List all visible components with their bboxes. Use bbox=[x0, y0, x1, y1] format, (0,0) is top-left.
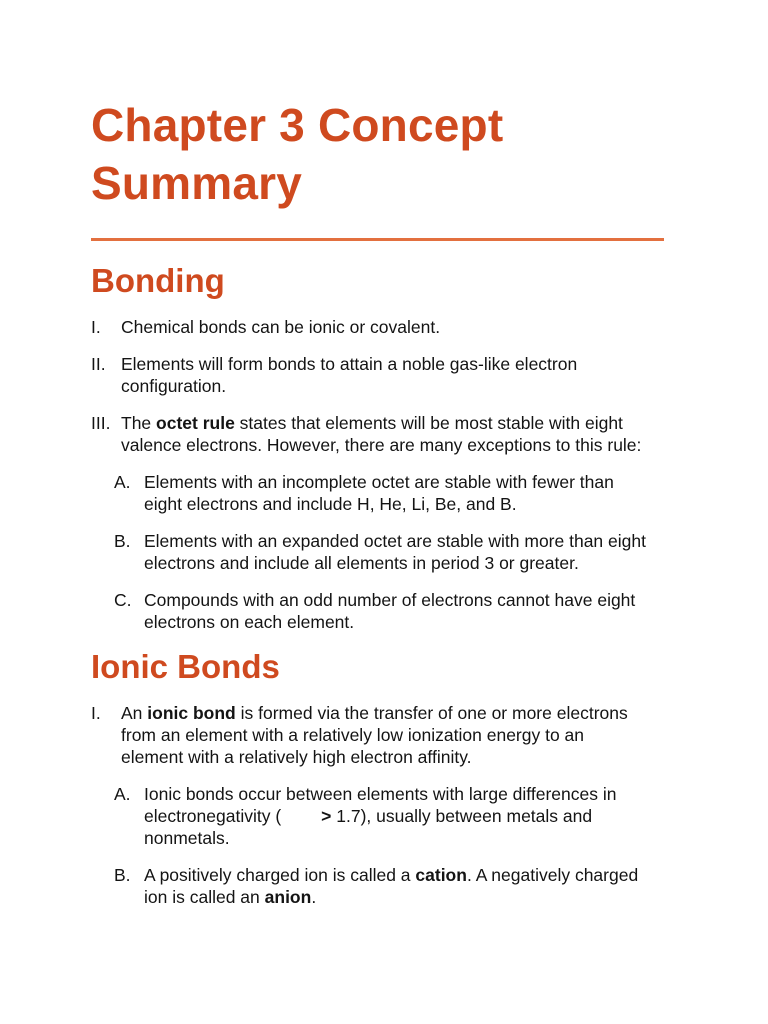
document-page bbox=[91, 96, 691, 908]
term-ionic-bond: ionic bond bbox=[147, 703, 236, 723]
subitem-letter: B. bbox=[114, 531, 131, 551]
item-number: I. bbox=[91, 317, 101, 337]
bonding-item-2 bbox=[91, 353, 691, 397]
item-text: Chemical bonds can be ionic or covalent. bbox=[121, 317, 441, 337]
bonding-subitem-c bbox=[91, 589, 691, 633]
subitem-text-line-1: Ionic bonds occur between elements with large differences in bbox=[144, 784, 617, 804]
title-divider bbox=[91, 238, 664, 241]
ionic-subitem-a bbox=[91, 783, 691, 849]
item-number: III. bbox=[91, 413, 111, 433]
title-line-1: Chapter 3 Concept bbox=[91, 99, 504, 151]
term-octet-rule: octet rule bbox=[156, 413, 235, 433]
item-number: I. bbox=[91, 703, 101, 723]
subitem-text-line-3: nonmetals. bbox=[144, 828, 230, 848]
page-title bbox=[91, 96, 691, 212]
term-anion: anion bbox=[264, 887, 312, 907]
subitem-letter: C. bbox=[114, 590, 132, 610]
section-heading-bonding: Bonding bbox=[91, 262, 225, 299]
item-text-line-2: configuration. bbox=[121, 376, 227, 396]
subitem-letter: B. bbox=[114, 865, 131, 885]
subitem-text-line-2: electrons and include all elements in period 3 or greater. bbox=[144, 553, 579, 573]
bonding-item-1 bbox=[91, 316, 691, 338]
greater-than-sign: > bbox=[321, 806, 332, 826]
subitem-text-line-2-pre: ion is called an bbox=[144, 887, 265, 907]
item-text-line-3: element with a relatively high electron affinity. bbox=[121, 747, 472, 767]
subitem-text-line-1: Elements with an expanded octet are stable with more than eight bbox=[144, 531, 646, 551]
subitem-text-pre: electronegativity ( bbox=[144, 806, 282, 826]
item-text-line-2: valence electrons. However, there are many exceptions to this rule: bbox=[121, 435, 642, 455]
item-text-line-1: Elements will form bonds to attain a noble gas-like electron bbox=[121, 354, 578, 374]
bonding-subitem-a bbox=[91, 471, 691, 515]
bonding-subitem-b bbox=[91, 530, 691, 574]
ionic-item-1 bbox=[91, 702, 691, 768]
item-text-line-2: from an element with a relatively low ionization energy to an bbox=[121, 725, 585, 745]
bonding-item-3 bbox=[91, 412, 691, 456]
subitem-text-line-2: eight electrons and include H, He, Li, Be, and B. bbox=[144, 494, 517, 514]
subitem-text-line-2: electrons on each element. bbox=[144, 612, 355, 632]
subitem-letter: A. bbox=[114, 784, 131, 804]
title-line-2: Summary bbox=[91, 157, 303, 209]
subitem-letter: A. bbox=[114, 472, 131, 492]
subitem-text-post: 1.7), usually between metals and bbox=[331, 806, 593, 826]
subitem-text-line-1: Elements with an incomplete octet are stable with fewer than bbox=[144, 472, 614, 492]
subitem-text-mid: . A negatively charged bbox=[466, 865, 639, 885]
term-cation: cation bbox=[415, 865, 467, 885]
subitem-text-pre: A positively charged ion is called a bbox=[144, 865, 416, 885]
item-text-rest: is formed via the transfer of one or more electrons bbox=[235, 703, 628, 723]
ionic-subitem-b bbox=[91, 864, 691, 908]
section-heading-ionic-bonds: Ionic Bonds bbox=[91, 648, 280, 685]
subitem-text-line-1: Compounds with an odd number of electrons cannot have eight bbox=[144, 590, 636, 610]
subitem-text-end: . bbox=[311, 887, 317, 907]
item-text-pre: An bbox=[121, 703, 148, 723]
item-number: II. bbox=[91, 354, 106, 374]
item-text-rest: states that elements will be most stable with eight bbox=[234, 413, 623, 433]
item-text-pre: The bbox=[121, 413, 157, 433]
